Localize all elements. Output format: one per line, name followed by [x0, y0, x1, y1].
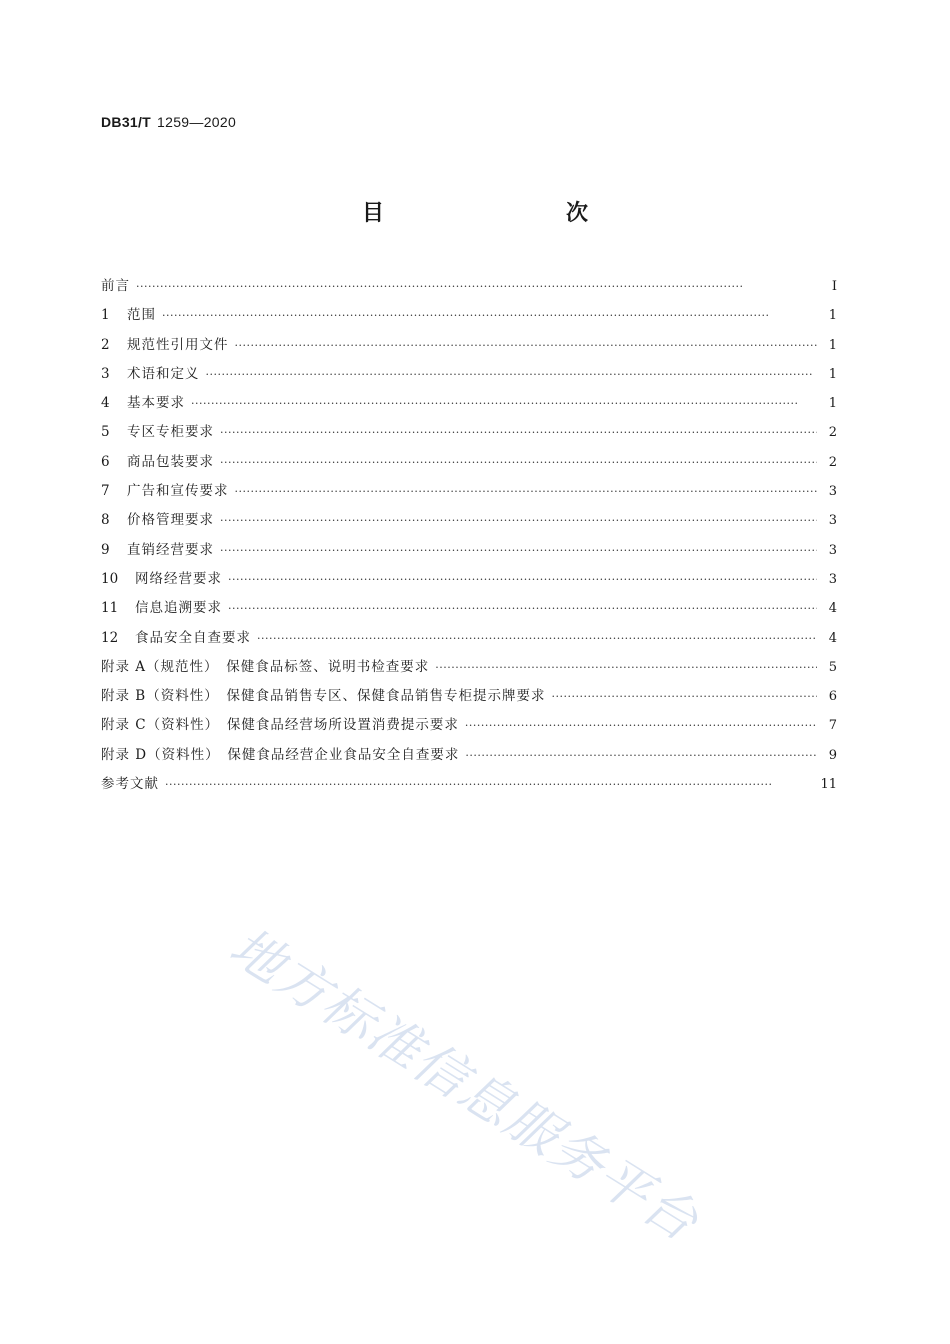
toc-leader-dots: [465, 749, 817, 762]
toc-item-page: Ⅰ: [831, 279, 837, 294]
toc-item-pricing[interactable]: [101, 508, 837, 537]
toc-item-label: 专区专柜要求: [127, 424, 214, 441]
toc-item-number: 1: [101, 307, 110, 324]
document-code-prefix: DB31/T: [101, 114, 152, 130]
toc-item-page: 3: [828, 542, 837, 558]
toc-leader-dots: [435, 661, 817, 674]
toc-item-page: 9: [828, 747, 837, 763]
toc-item-label: 商品包装要求: [127, 453, 214, 470]
toc-item-appendix-a[interactable]: [101, 655, 837, 684]
toc-item-appendix-c[interactable]: [101, 713, 837, 742]
toc-item-number: 8: [101, 512, 110, 529]
document-code: [101, 114, 236, 130]
toc-item-label: 基本要求: [127, 395, 185, 412]
toc-item-label: 附录 C（资料性） 保健食品经营场所设置消费提示要求: [101, 717, 459, 734]
toc-item-page: 1: [828, 366, 837, 382]
toc-item-traceability[interactable]: [101, 596, 837, 625]
toc-item-number: 11: [101, 600, 119, 617]
toc-leader-dots: [228, 573, 817, 586]
toc-item-label: 附录 A（规范性） 保健食品标签、说明书检查要求: [101, 658, 430, 675]
toc-item-bibliography[interactable]: [101, 772, 837, 801]
toc-item-label: 价格管理要求: [127, 512, 214, 529]
toc-leader-dots: [136, 280, 817, 293]
toc-leader-dots: [220, 426, 817, 439]
toc-leader-dots: [206, 368, 818, 381]
toc-item-number: 6: [101, 453, 110, 470]
toc-item-normative-references[interactable]: [101, 333, 837, 362]
toc-leader-dots: [235, 339, 818, 352]
toc-item-number: 4: [101, 395, 110, 412]
toc-leader-dots: [228, 602, 817, 615]
toc-item-number: 9: [101, 541, 110, 558]
toc-item-page: 3: [828, 513, 837, 529]
toc-leader-dots: [220, 456, 817, 469]
table-of-contents: [101, 274, 837, 801]
toc-leader-dots: [257, 632, 817, 645]
toc-item-page: 6: [828, 689, 837, 705]
toc-item-packaging[interactable]: [101, 450, 837, 479]
toc-item-page: 2: [828, 454, 837, 470]
toc-item-page: 7: [828, 718, 837, 734]
toc-leader-dots: [235, 485, 818, 498]
toc-item-page: 3: [828, 484, 837, 500]
toc-leader-dots: [165, 778, 814, 791]
toc-item-number: 12: [101, 629, 119, 646]
toc-item-page: 1: [828, 396, 837, 412]
toc-item-advertising[interactable]: [101, 479, 837, 508]
toc-item-page: 3: [828, 571, 837, 587]
watermark: 地方标准信息服务平台: [219, 916, 709, 1254]
toc-item-label: 范围: [127, 307, 156, 324]
toc-title: 目 次: [361, 201, 634, 226]
toc-item-page: 1: [828, 337, 837, 353]
toc-item-label: 前言: [101, 278, 130, 294]
toc-item-number: 3: [101, 365, 110, 382]
toc-item-label: 网络经营要求: [135, 570, 222, 587]
toc-item-self-inspection[interactable]: [101, 626, 837, 655]
toc-leader-dots: [551, 690, 817, 703]
toc-item-online-business[interactable]: [101, 567, 837, 596]
toc-item-label: 附录 D（资料性） 保健食品经营企业食品安全自查要求: [101, 746, 460, 763]
toc-item-number: 5: [101, 424, 110, 441]
toc-item-label: 术语和定义: [127, 365, 200, 382]
document-code-number: 1259—2020: [157, 114, 237, 130]
toc-item-appendix-d[interactable]: [101, 743, 837, 772]
toc-leader-dots: [162, 309, 817, 322]
toc-item-number: 2: [101, 336, 110, 353]
toc-item-direct-selling[interactable]: [101, 538, 837, 567]
toc-item-page: 4: [828, 601, 837, 617]
toc-leader-dots: [465, 719, 817, 732]
toc-item-label: 直销经营要求: [127, 541, 214, 558]
toc-item-basic-requirements[interactable]: [101, 391, 837, 420]
toc-item-label: 附录 B（资料性） 保健食品销售专区、保健食品销售专柜提示牌要求: [101, 688, 546, 705]
toc-item-scope[interactable]: [101, 303, 837, 332]
toc-item-label: 广告和宣传要求: [127, 483, 229, 500]
toc-item-label: 信息追溯要求: [135, 600, 222, 617]
toc-item-page: 1: [828, 308, 837, 324]
toc-leader-dots: [191, 397, 817, 410]
toc-item-preface[interactable]: [101, 274, 837, 303]
toc-item-number: 7: [101, 483, 110, 500]
toc-item-page: 5: [828, 659, 837, 675]
toc-item-page: 2: [828, 425, 837, 441]
toc-item-terms[interactable]: [101, 362, 837, 391]
toc-item-label: 食品安全自查要求: [135, 629, 251, 646]
toc-leader-dots: [220, 544, 817, 557]
toc-item-page: 11: [820, 777, 837, 793]
toc-item-dedicated-counter[interactable]: [101, 420, 837, 449]
toc-leader-dots: [220, 514, 817, 527]
toc-item-number: 10: [101, 570, 119, 587]
toc-item-page: 4: [828, 630, 837, 646]
toc-item-appendix-b[interactable]: [101, 684, 837, 713]
toc-item-label: 参考文献: [101, 776, 159, 793]
toc-item-label: 规范性引用文件: [127, 336, 229, 353]
